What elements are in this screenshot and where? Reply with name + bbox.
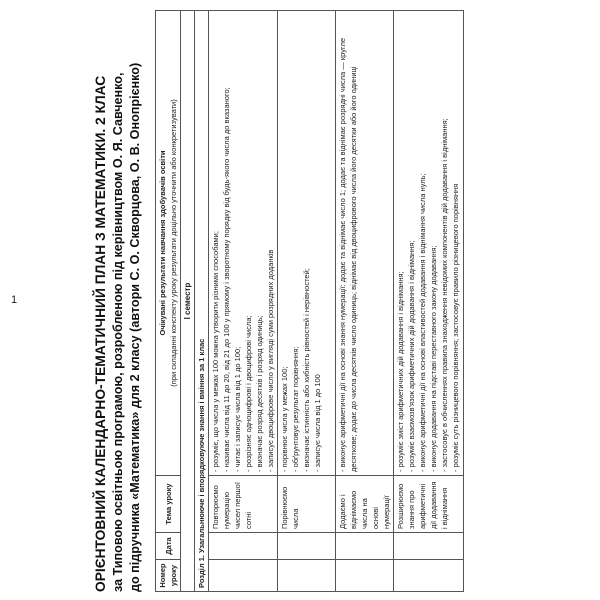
header-date: Дата: [156, 533, 181, 560]
calendar-plan-table: [155, 10, 464, 592]
heading-subtitle: за Типовою освітньою програмою, розробленою під керівництвом О. Я. Савченко,: [111, 72, 125, 592]
result-item: - розрізняє одноцифрові і двоцифрові числа;: [244, 315, 253, 472]
section-row: [195, 11, 209, 592]
document-heading: [92, 10, 144, 592]
result-item: - порівнює числа у межах 100;: [280, 366, 289, 472]
result-item: - записує двоцифрове число у вигляді суми розрядних доданків: [266, 249, 275, 472]
heading-title: ОРІЄНТОВНИЙ КАЛЕНДАРНО-ТЕМАТИЧНИЙ ПЛАН З МАТЕМАТИКИ. 2 КЛАС: [93, 75, 108, 592]
result-item: - виконує арифметичні дії на основі знання нумерації: додає та віднімає число 1; додає та віднімає розрядні числа — кругле десяткове; додає до числа десятків число одиниць; віднімає від двоцифрового числа його десятки або його одиниці: [338, 37, 358, 472]
table-row: [278, 11, 336, 592]
header-results-title: Очікувані результати навчання здобувачів освіти: [158, 150, 167, 336]
page-number: 1: [10, 294, 18, 306]
date-cell: [336, 533, 394, 560]
topic-cell: Додаємо і віднімаємо числа на основі нумерації: [336, 476, 394, 533]
result-item: - називає числа від 11 до 20, від 21 до 100 у прямому і зворотному порядку від будь-якого числа до вказаного;: [222, 87, 231, 472]
table-row: [336, 11, 394, 592]
table-row: [209, 11, 278, 592]
date-cell: [394, 533, 464, 560]
result-item: - застосовує в обчисленнях правила знаходження невідомих компонентів дій додавання і віднімання;: [440, 118, 449, 472]
lesson-number-cell: [336, 560, 394, 592]
topic-cell: Повторюємо нумерацію чисел першої сотні: [209, 476, 278, 533]
result-item: - записує числа від 1 до 100: [313, 374, 322, 472]
result-item: - розуміє суть різницевого порівняння; застосовує правило різницевого порівняння: [451, 183, 460, 472]
topic-cell: Порівнюємо числа: [278, 476, 336, 533]
lesson-number-cell: [278, 560, 336, 592]
lesson-number-cell: [209, 560, 278, 592]
result-item: - виконує арифметичні дії на основі властивостей додавання і віднімання числа нуль;: [418, 173, 427, 472]
header-results-note: (при складанні конспекту уроку результати доцільно уточнити або конкретизувати): [169, 99, 178, 387]
results-cell: [336, 11, 394, 476]
header-lesson-number: Номер уроку: [156, 560, 181, 592]
table-header-row: [156, 11, 181, 592]
result-item: - обґрунтовує результат порівняння;: [291, 346, 300, 472]
results-cell: [394, 11, 464, 476]
result-item: - визначає істинність або хибність рівностей і нерівностей;: [302, 268, 311, 472]
topic-cell: Розширюємо знання про арифметичні дії додавання і віднімання: [394, 476, 464, 533]
semester-row: [181, 11, 195, 592]
date-cell: [278, 533, 336, 560]
header-results: [156, 11, 181, 476]
table-row: [394, 11, 464, 592]
result-item: - виконує додавання на підставі переставного закону додавання;: [429, 245, 438, 472]
result-item: - читає і записує числа від 1 до 100;: [233, 346, 242, 472]
heading-textbook: до підручника «Математика» для 2 класу (автори С. О. Скворцова, О. В. Онопрієнко): [128, 62, 142, 592]
results-cell: [209, 11, 278, 476]
section-label: Розділ 1. Узагальнююче і впорядковуюче знання і вміння за 1 клас: [195, 11, 209, 592]
results-cell: [278, 11, 336, 476]
result-item: - розуміє зміст арифметичних дій додавання і віднімання;: [396, 271, 405, 472]
result-item: - визначає розряд десятків і розряд одиниць;: [255, 315, 264, 472]
result-item: - розуміє взаємозв'язок арифметичних дій додавання і віднімання;: [407, 240, 416, 472]
header-topic: Тема уроку: [156, 476, 181, 533]
date-cell: [209, 533, 278, 560]
semester-label: І семестр: [181, 11, 195, 592]
result-item: - розуміє, що числа у межах 100 можна утворити різними способами;: [211, 231, 220, 472]
lesson-number-cell: [394, 560, 464, 592]
